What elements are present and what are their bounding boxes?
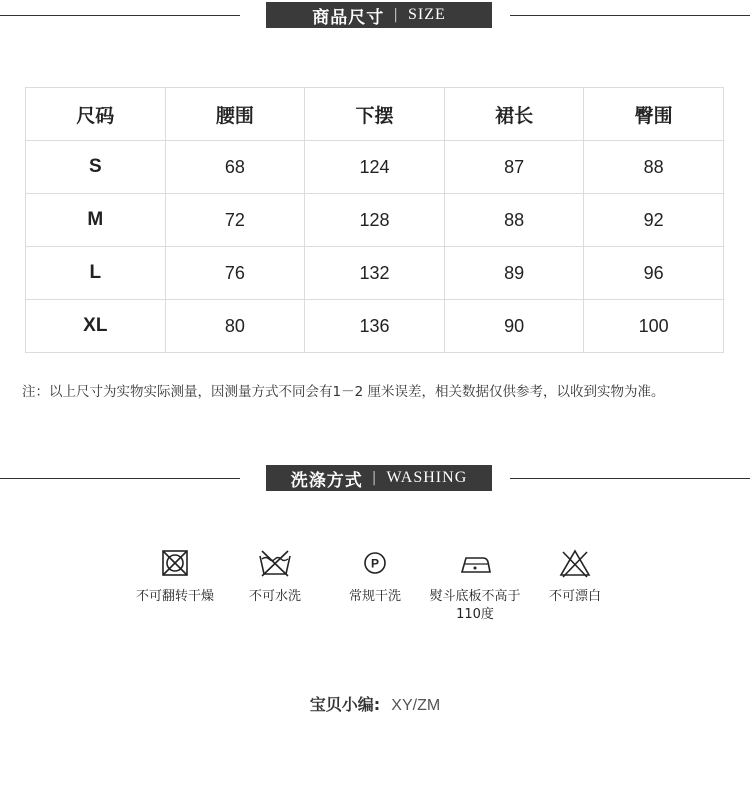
wash-label: 不可翻转干燥 <box>135 589 214 604</box>
hem-cell: 136 <box>305 300 445 353</box>
divider-line-right <box>510 478 750 479</box>
header-hem: 下摆 <box>305 88 445 141</box>
washing-section-title <box>266 465 492 491</box>
no-bleach-icon <box>559 548 591 578</box>
header-hip: 臀围 <box>584 88 724 141</box>
iron-icon <box>457 548 493 578</box>
hem-cell: 132 <box>305 247 445 300</box>
table-row <box>26 247 724 300</box>
hip-cell: 92 <box>584 194 724 247</box>
hip-cell: 88 <box>584 141 724 194</box>
table-row <box>26 141 724 194</box>
size-title-separator: | <box>393 7 399 23</box>
editor-label: 宝贝小编: <box>309 695 381 714</box>
wash-label: 常规干洗 <box>348 589 401 604</box>
waist-cell: 80 <box>165 300 305 353</box>
size-section-header <box>0 0 750 30</box>
professional-dry-clean-icon <box>360 548 390 578</box>
wash-item-dry-clean <box>325 548 425 606</box>
length-cell: 90 <box>444 300 584 353</box>
wash-item-iron <box>425 548 525 624</box>
editor-credit <box>0 692 750 715</box>
size-title-en: SIZE <box>407 6 446 23</box>
hip-cell: 100 <box>584 300 724 353</box>
header-length: 裙长 <box>444 88 584 141</box>
divider-line-left <box>0 15 240 16</box>
hem-cell: 124 <box>305 141 445 194</box>
size-cell: M <box>26 194 166 247</box>
waist-cell: 72 <box>165 194 305 247</box>
size-table <box>25 87 724 353</box>
hem-cell: 128 <box>305 194 445 247</box>
header-waist: 腰围 <box>165 88 305 141</box>
wash-label: 不可漂白 <box>548 589 601 604</box>
size-section-title <box>266 2 492 28</box>
size-table-header-row <box>26 88 724 141</box>
waist-cell: 68 <box>165 141 305 194</box>
size-cell: XL <box>26 300 166 353</box>
measurement-note: 注：以上尺寸为实物实际测量，因测量方式不同会有1－2 厘米误差，相关数据仅供参考，以收到实物为准。 <box>22 384 665 400</box>
no-water-wash-icon <box>258 548 292 578</box>
wash-item-no-tumble-dry <box>125 548 225 606</box>
washing-title-en: WASHING <box>386 469 468 486</box>
svg-text:P: P <box>370 556 380 571</box>
no-tumble-dry-icon <box>160 548 190 578</box>
size-title-cn: 商品尺寸 <box>312 7 385 28</box>
wash-label: 不可水洗 <box>248 589 301 604</box>
wash-item-no-water-wash <box>225 548 325 606</box>
size-cell: S <box>26 141 166 194</box>
waist-cell: 76 <box>165 247 305 300</box>
divider-line-left <box>0 478 240 479</box>
washing-title-separator: | <box>371 470 378 486</box>
table-row <box>26 300 724 353</box>
hip-cell: 96 <box>584 247 724 300</box>
wash-label: 熨斗底板不高于110度 <box>429 589 521 622</box>
header-size: 尺码 <box>26 88 166 141</box>
wash-item-no-bleach <box>525 548 625 606</box>
washing-section-header <box>0 463 750 493</box>
divider-line-right <box>510 15 750 16</box>
washing-title-cn: 洗涤方式 <box>290 470 363 491</box>
length-cell: 89 <box>444 247 584 300</box>
editor-value: XY/ZM <box>391 697 441 714</box>
size-cell: L <box>26 247 166 300</box>
length-cell: 88 <box>444 194 584 247</box>
table-row <box>26 194 724 247</box>
length-cell: 87 <box>444 141 584 194</box>
